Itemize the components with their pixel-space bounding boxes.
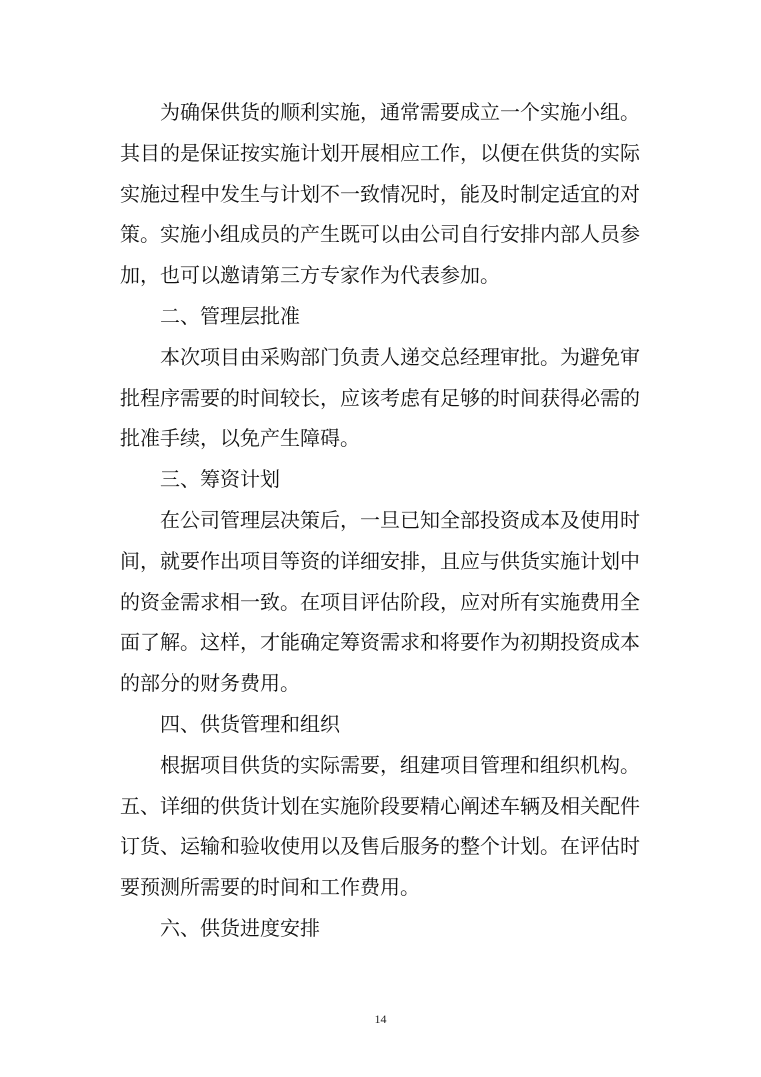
paragraph-funding-plan: 在公司管理层决策后，一旦已知全部投资成本及使用时间，就要作出项目等资的详细安排，且应与供货实施计划中的资金需求相一致。在项目评估阶段，应对所有实施费用全面了解。这样，才能确定筹资需求和将要作为初期投资成本的部分的财务费用。 bbox=[120, 507, 640, 696]
paragraph-supply-management: 根据项目供货的实际需要，组建项目管理和组织机构。五、详细的供货计划在实施阶段要精心阐述车辆及相关配件订货、运输和验收使用以及售后服务的整个计划。在评估时要预测所需要的时间和工作费用。 bbox=[120, 752, 640, 900]
heading-supply-management: 四、供货管理和组织 bbox=[160, 711, 340, 736]
paragraph-management-approval: 本次项目由采购部门负责人递交总经理审批。为避免审批程序需要的时间较长，应该考虑有足够的时间获得必需的批准手续，以免产生障碍。 bbox=[120, 344, 640, 451]
heading-supply-schedule: 六、供货进度安排 bbox=[160, 915, 320, 940]
page-number: 14 bbox=[374, 1012, 387, 1026]
heading-funding-plan: 三、筹资计划 bbox=[160, 467, 280, 492]
paragraph-implementation-team: 为确保供货的顺利实施，通常需要成立一个实施小组。其目的是保证按实施计划开展相应工作，以便在供货的实际实施过程中发生与计划不一致情况时，能及时制定适宜的对策。实施小组成员的产生既可以由公司自行安排内部人员参加，也可以邀请第三方专家作为代表参加。 bbox=[120, 100, 640, 288]
heading-management-approval: 二、管理层批准 bbox=[160, 303, 300, 328]
document-body bbox=[120, 92, 640, 949]
